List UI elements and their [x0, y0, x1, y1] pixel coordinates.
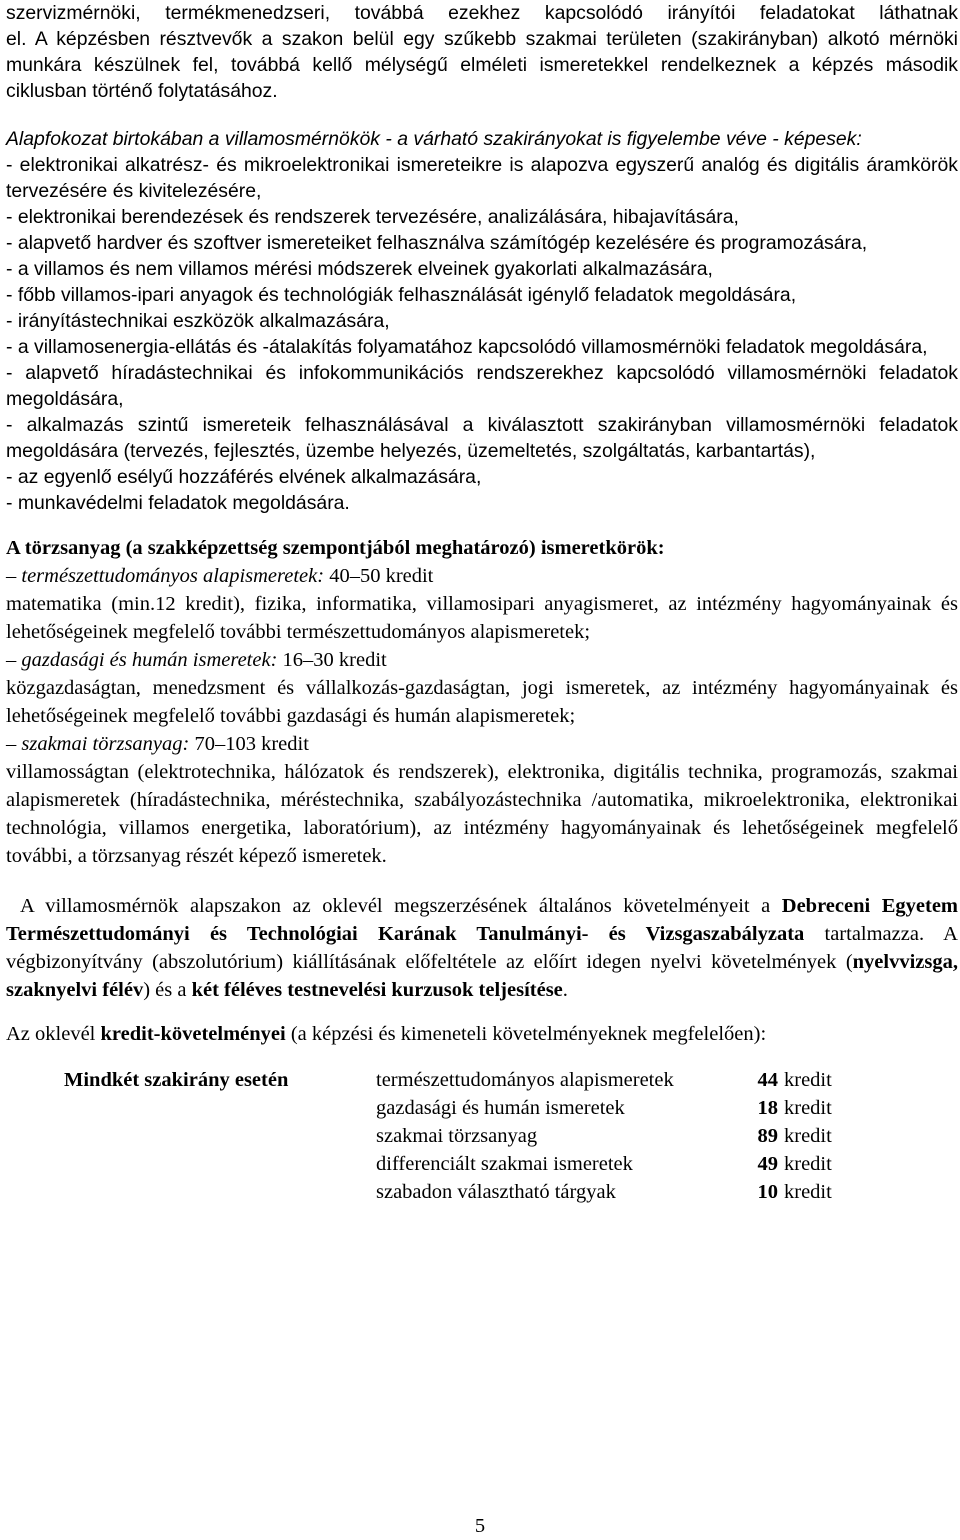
- core-economic-line: – gazdasági és humán ismeretek: 16–30 kredit: [6, 649, 387, 671]
- list-item: - alkalmazás szintű ismereteik felhasználásával a kiválasztott szakirányban villamosmérnöki feladatok megoldására (tervezés, fejlesztés, üzembe helyezés, üzemeltetés, szolgáltatás, karbantartás),: [6, 414, 958, 462]
- table-row: [376, 1150, 846, 1178]
- list-item: - elektronikai alkatrész- és mikroelektronikai ismereteikre is alapozva egyszerű analóg és digitális áramkörök tervezésére és kivitelezésére,: [6, 154, 958, 202]
- credit-row-value: 49: [757, 1153, 778, 1175]
- list-item: - az egyenlő esélyű hozzáférés elvének alkalmazására,: [6, 466, 482, 488]
- credit-row-value: 89: [757, 1125, 778, 1147]
- core-natural-credits: 40–50 kredit: [324, 565, 434, 587]
- credit-row-value: 18: [757, 1097, 778, 1119]
- core-professional-line: – szakmai törzsanyag: 70–103 kredit: [6, 733, 309, 755]
- list-item: - a villamosenergia-ellátás és -átalakítás folyamatához kapcsolódó villamosmérnöki feladatok megoldására,: [6, 336, 928, 358]
- core-economic-text: közgazdaságtan, menedzsment és vállalkozás-gazdaságtan, jogi ismeretek, az intézmény hagyományainak és lehetőségeinek megfelelő további gazdasági és humán alapismeretek;: [6, 677, 958, 727]
- requirements-paragraph: A villamosmérnök alapszakon az oklevél megszerzésének általános követelményeit a Debreceni Egyetem Természettudományi és Technológiai Karának Tanulmányi- és Vizsgaszabályzata tartalmazza. A végbizonyítvány (abszolutórium) kiállításának előfeltétele az előírt idegen nyelvi követelmények (nyelvvizsga, szaknyelvi félév) és a két féléves testnevelési kurzusok teljesítése.: [6, 895, 958, 1001]
- page-number: 5: [474, 1515, 486, 1537]
- capabilities-section: [6, 126, 958, 516]
- credit-row-unit: kredit: [784, 1125, 832, 1147]
- credit-row-value: 10: [757, 1181, 778, 1203]
- table-row: [376, 1122, 846, 1150]
- credit-row-unit: kredit: [784, 1069, 832, 1091]
- credit-table-label: Mindkét szakirány esetén: [64, 1069, 289, 1091]
- list-item: - munkavédelmi feladatok megoldására.: [6, 492, 350, 514]
- credit-requirements-term: kredit-követelményei: [100, 1023, 286, 1045]
- core-section: [6, 534, 958, 870]
- credit-table-rows: [376, 1066, 846, 1206]
- credit-row-value: 44: [757, 1069, 778, 1091]
- list-item: - főbb villamos-ipari anyagok és technológiák felhasználását igénylő feladatok megoldására,: [6, 284, 797, 306]
- table-row: [376, 1178, 846, 1206]
- table-row: [376, 1066, 846, 1094]
- credit-row-unit: kredit: [784, 1097, 832, 1119]
- credit-row-unit: kredit: [784, 1153, 832, 1175]
- intro-paragraph: [6, 0, 958, 104]
- capabilities-heading: Alapfokozat birtokában a villamosmérnökök - a várható szakirányokat is figyelembe véve - képesek:: [6, 128, 862, 150]
- intro-line-1: szervizmérnöki, termékmenedzseri, továbbá ezekhez kapcsolódó irányítói feladatokat láthatnak: [6, 2, 958, 24]
- core-natural-line: – természettudományos alapismeretek: 40–50 kredit: [6, 565, 434, 587]
- core-economic-label: gazdasági és humán ismeretek:: [21, 649, 278, 671]
- credit-table: [6, 1066, 958, 1206]
- credit-row-name: szabadon választható tárgyak: [376, 1181, 616, 1203]
- core-natural-label: természettudományos alapismeretek:: [21, 565, 325, 587]
- core-professional-text: villamosságtan (elektrotechnika, hálózatok és rendszerek), elektronika, digitális technika, programozás, szakmai alapismeretek (híradástechnika, méréstechnika, szabályozástechnika /automatika, mikroelektronika, elektronikai technológia, villamos energetika, laboratórium), az intézmény hagyományainak és lehetőségeinek megfelelő további, a törzsanyag részét képező ismeretek.: [6, 761, 958, 867]
- core-natural-text: matematika (min.12 kredit), fizika, informatika, villamosipari anyagismeret, az intézmény hagyományainak és lehetőségeinek megfelelő további természettudományos alapismeretek;: [6, 593, 958, 643]
- intro-rest: el. A képzésben résztvevők a szakon belül egy szűkebb szakmai területen (szakirányban) alkotó mérnöki munkára készülnek fel, továbbá kellő mélységű elméleti ismeretekkel rendelkeznek a képzés második ciklusban történő folytatásához.: [6, 28, 958, 102]
- regulation-name: Debreceni Egyetem Természettudományi és Technológiai Karának Tanulmányi- és Vizsgaszabályzata: [6, 895, 958, 945]
- pe-requirement: két féléves testnevelési kurzusok teljesítése: [191, 979, 563, 1001]
- credit-intro: Az oklevél kredit-követelményei (a képzési és kimeneteli követelményeknek megfelelően):: [6, 1023, 767, 1045]
- core-heading: A törzsanyag (a szakképzettség szempontjából meghatározó) ismeretkörök:: [6, 537, 665, 559]
- language-requirement: nyelvvizsga, szaknyelvi félév: [6, 951, 958, 1001]
- list-item: - irányítástechnikai eszközök alkalmazására,: [6, 310, 390, 332]
- credit-row-name: szakmai törzsanyag: [376, 1125, 538, 1147]
- core-professional-credits: 70–103 kredit: [189, 733, 309, 755]
- list-item: - alapvető híradástechnikai és infokommunikációs rendszerekhez kapcsolódó villamosmérnöki feladatok megoldására,: [6, 362, 958, 410]
- list-item: - elektronikai berendezések és rendszerek tervezésére, analizálására, hibajavítására,: [6, 206, 739, 228]
- document-page: [6, 0, 958, 1206]
- core-economic-credits: 16–30 kredit: [277, 649, 387, 671]
- capabilities-list: [6, 152, 958, 516]
- credit-row-name: differenciált szakmai ismeretek: [376, 1153, 633, 1175]
- list-item: - a villamos és nem villamos mérési módszerek elveinek gyakorlati alkalmazására,: [6, 258, 713, 280]
- table-row: [376, 1094, 846, 1122]
- core-professional-label: szakmai törzsanyag:: [21, 733, 190, 755]
- credit-row-name: gazdasági és humán ismeretek: [376, 1097, 625, 1119]
- credit-row-unit: kredit: [784, 1181, 832, 1203]
- list-item: - alapvető hardver és szoftver ismereteiket felhasználva számítógép kezelésére és programozására,: [6, 232, 868, 254]
- credit-row-name: természettudományos alapismeretek: [376, 1069, 674, 1091]
